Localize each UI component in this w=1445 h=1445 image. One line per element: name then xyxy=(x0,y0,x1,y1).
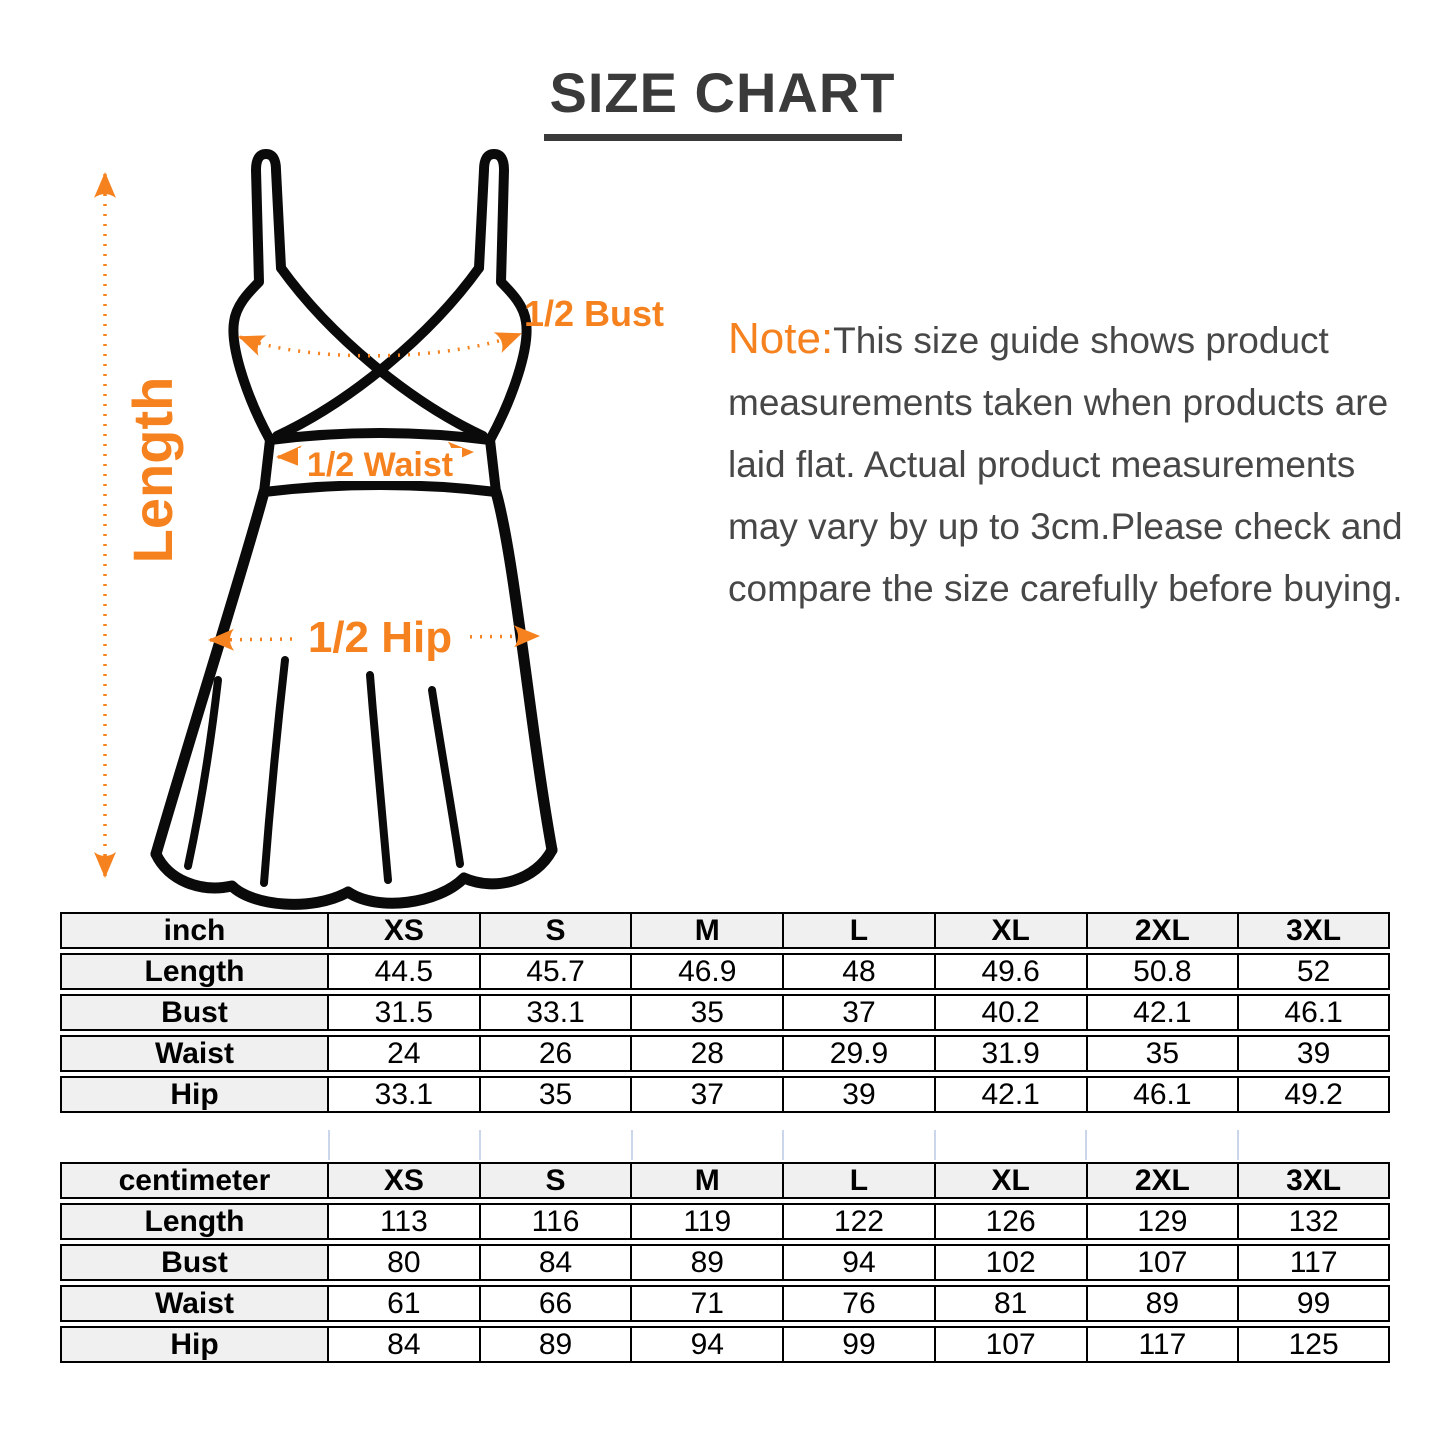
measurement-cell: 46.9 xyxy=(631,953,783,990)
table-row xyxy=(60,1076,1390,1113)
measurement-cell: 24 xyxy=(328,1035,480,1072)
measurement-cell: 117 xyxy=(1238,1244,1390,1281)
measurement-cell: 50.8 xyxy=(1087,953,1239,990)
row-label: Bust xyxy=(60,1244,328,1281)
table-row xyxy=(60,1285,1390,1322)
measurement-cell: 81 xyxy=(935,1285,1087,1322)
size-header: M xyxy=(631,912,783,949)
spacer-cell xyxy=(1087,1130,1238,1160)
measurement-cell: 117 xyxy=(1087,1326,1239,1363)
measurement-cell: 99 xyxy=(1238,1285,1390,1322)
table-row xyxy=(60,1244,1390,1281)
measurement-cell: 46.1 xyxy=(1087,1076,1239,1113)
bust-label: 1/2 Bust xyxy=(524,293,665,334)
note-label: Note: xyxy=(728,314,834,363)
measurement-cell: 113 xyxy=(328,1203,480,1240)
table-row xyxy=(60,953,1390,990)
spacer-cell xyxy=(936,1130,1087,1160)
size-header: XS xyxy=(328,1162,480,1199)
hip-label: 1/2 Hip xyxy=(307,613,453,662)
measurement-cell: 71 xyxy=(631,1285,783,1322)
size-header: S xyxy=(480,912,632,949)
dress-outline xyxy=(156,154,552,904)
row-label: Hip xyxy=(60,1076,328,1113)
size-header: 2XL xyxy=(1087,1162,1239,1199)
measurement-cell: 39 xyxy=(1238,1035,1390,1072)
table-row xyxy=(60,1326,1390,1363)
measurement-cell: 48 xyxy=(783,953,935,990)
table-row xyxy=(60,1203,1390,1240)
measurement-cell: 39 xyxy=(783,1076,935,1113)
page-title: SIZE CHART xyxy=(544,60,902,141)
measurement-cell: 46.1 xyxy=(1238,994,1390,1031)
row-label: Bust xyxy=(60,994,328,1031)
measurement-cell: 37 xyxy=(631,1076,783,1113)
measurement-cell: 66 xyxy=(480,1285,632,1322)
waist-label: 1/2 Waist xyxy=(306,446,454,484)
measurement-cell: 76 xyxy=(783,1285,935,1322)
row-label: Length xyxy=(60,1203,328,1240)
title-wrap xyxy=(0,60,1445,141)
measurement-cell: 29.9 xyxy=(783,1035,935,1072)
measurement-cell: 132 xyxy=(1238,1203,1390,1240)
measurement-cell: 94 xyxy=(783,1244,935,1281)
measurement-cell: 89 xyxy=(1087,1285,1239,1322)
row-label: Hip xyxy=(60,1326,328,1363)
measurement-cell: 89 xyxy=(631,1244,783,1281)
measurement-cell: 42.1 xyxy=(1087,994,1239,1031)
table-spacer xyxy=(62,1130,1388,1160)
note-block xyxy=(728,308,1418,620)
measurement-cell: 84 xyxy=(328,1326,480,1363)
size-header: S xyxy=(480,1162,632,1199)
measurement-cell: 35 xyxy=(631,994,783,1031)
measurement-cell: 49.2 xyxy=(1238,1076,1390,1113)
spacer-cell xyxy=(330,1130,481,1160)
measurement-cell: 31.9 xyxy=(935,1035,1087,1072)
measurement-cell: 33.1 xyxy=(480,994,632,1031)
measurement-cell: 125 xyxy=(1238,1326,1390,1363)
measurement-cell: 61 xyxy=(328,1285,480,1322)
row-label: Waist xyxy=(60,1035,328,1072)
table-header-row xyxy=(60,912,1390,949)
table-row xyxy=(60,1035,1390,1072)
measurement-cell: 26 xyxy=(480,1035,632,1072)
measurement-cell: 37 xyxy=(783,994,935,1031)
spacer-cell xyxy=(633,1130,784,1160)
measurement-cell: 28 xyxy=(631,1035,783,1072)
table-header-row xyxy=(60,1162,1390,1199)
row-label: Length xyxy=(60,953,328,990)
measurement-cell: 99 xyxy=(783,1326,935,1363)
measurement-cell: 126 xyxy=(935,1203,1087,1240)
size-header: XS xyxy=(328,912,480,949)
dress-measurement-diagram xyxy=(60,140,700,910)
spacer-cell xyxy=(62,1130,330,1160)
note-text: This size guide shows product measurements taken when products are laid flat. Actual product measurements may vary by up to 3cm.Please check and compare the size carefully before buying. xyxy=(728,320,1403,609)
size-header: 3XL xyxy=(1238,1162,1390,1199)
size-header: XL xyxy=(935,912,1087,949)
measurement-cell: 107 xyxy=(935,1326,1087,1363)
measurement-cell: 129 xyxy=(1087,1203,1239,1240)
size-header: M xyxy=(631,1162,783,1199)
bust-arrow xyxy=(240,334,520,356)
measurement-cell: 35 xyxy=(1087,1035,1239,1072)
table-row xyxy=(60,994,1390,1031)
measurement-cell: 94 xyxy=(631,1326,783,1363)
measurement-cell: 107 xyxy=(1087,1244,1239,1281)
measurement-cell: 33.1 xyxy=(328,1076,480,1113)
measurement-cell: 80 xyxy=(328,1244,480,1281)
measurement-cell: 119 xyxy=(631,1203,783,1240)
measurement-cell: 89 xyxy=(480,1326,632,1363)
measurement-cell: 45.7 xyxy=(480,953,632,990)
spacer-cell xyxy=(784,1130,935,1160)
measurement-cell: 35 xyxy=(480,1076,632,1113)
size-table-centimeter xyxy=(60,1158,1390,1367)
measurement-cell: 116 xyxy=(480,1203,632,1240)
size-header: L xyxy=(783,1162,935,1199)
measurement-cell: 122 xyxy=(783,1203,935,1240)
measurement-cell: 52 xyxy=(1238,953,1390,990)
measurement-cell: 42.1 xyxy=(935,1076,1087,1113)
row-label: Waist xyxy=(60,1285,328,1322)
measurement-cell: 40.2 xyxy=(935,994,1087,1031)
size-header: 2XL xyxy=(1087,912,1239,949)
spacer-cell xyxy=(1239,1130,1388,1160)
measurement-cell: 49.6 xyxy=(935,953,1087,990)
measurement-cell: 44.5 xyxy=(328,953,480,990)
measurement-cell: 31.5 xyxy=(328,994,480,1031)
size-header: XL xyxy=(935,1162,1087,1199)
size-table-inch xyxy=(60,908,1390,1117)
length-label: Length xyxy=(121,376,184,564)
measurement-cell: 84 xyxy=(480,1244,632,1281)
unit-header: centimeter xyxy=(60,1162,328,1199)
measurement-cell: 102 xyxy=(935,1244,1087,1281)
size-header: L xyxy=(783,912,935,949)
spacer-cell xyxy=(481,1130,632,1160)
unit-header: inch xyxy=(60,912,328,949)
size-header: 3XL xyxy=(1238,912,1390,949)
